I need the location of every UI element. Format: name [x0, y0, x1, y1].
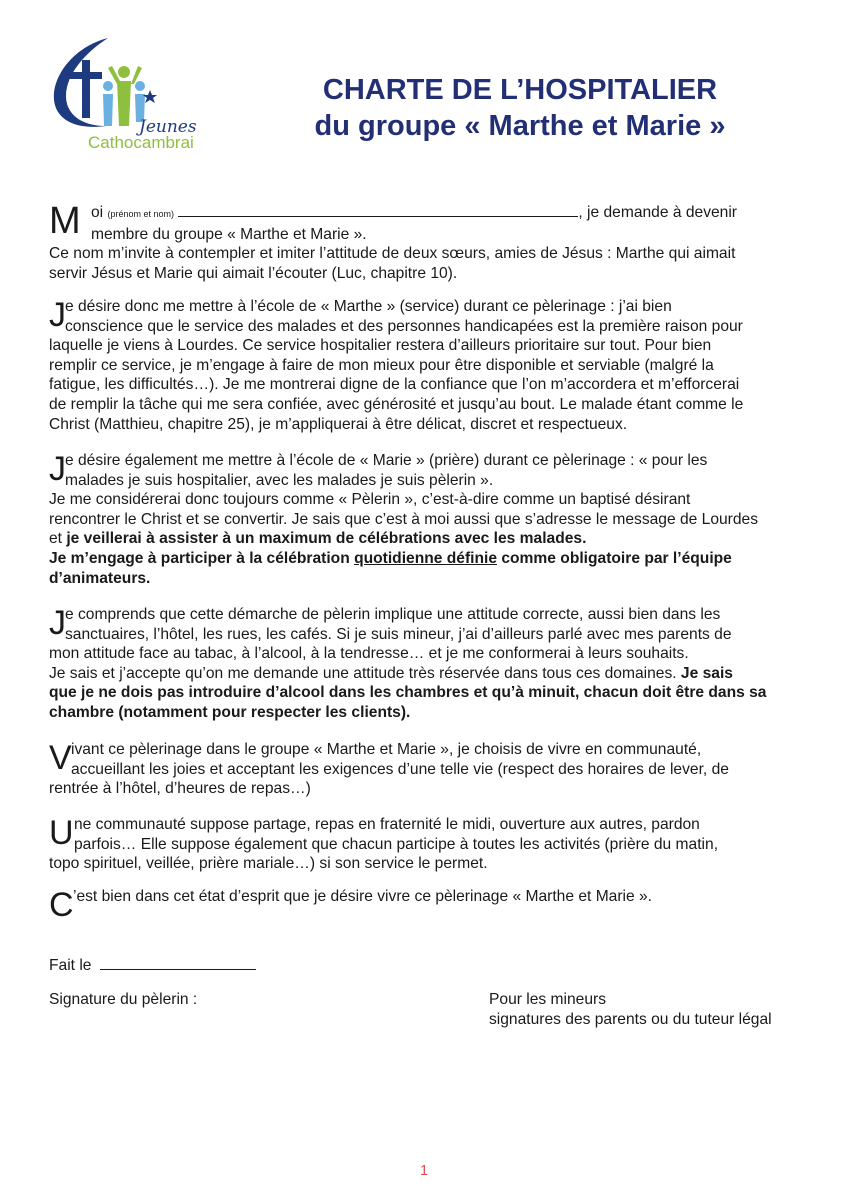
logo-word-cathocambrai: Cathocambrai [88, 133, 194, 152]
p4-line-4b: Je sais [680, 664, 733, 682]
p4-line-6: chambre (notamment pour respecter les clients). [49, 703, 411, 721]
p5-line-3: rentrée à l’hôtel, d’heures de repas…) [49, 780, 311, 798]
p2-line-5: fatigue, les difficultés…). Je me montrerai digne de la confiance que l’on m’accordera et m’efforcerai [49, 376, 740, 394]
p2-line-6: de remplir la tâche qui me sera confiée, avec générosité et jusqu’au bout. Le malade étant comme le [49, 395, 744, 413]
p3-line-6a: Je m’engage à participer à la célébration [49, 549, 355, 567]
dropcap-m: M [49, 200, 81, 242]
p6-line-3: topo spirituel, veillée, prière mariale…) si son service le permet. [49, 855, 488, 873]
p4-line-1: e comprends que cette démarche de pèlerin implique une attitude correcte, aussi bien dans les [65, 606, 721, 623]
paragraph-6 [49, 815, 809, 874]
name-field-blank [178, 203, 578, 217]
name-field-label: (prénom et nom) [107, 209, 175, 219]
p3-line-2: malades je suis hospitalier, avec les malades je suis pèlerin ». [65, 471, 494, 489]
p5-line-1: ivant ce pèlerinage dans le groupe « Marthe et Marie », je choisis de vivre en communauté, [71, 741, 702, 758]
title-line-1: CHARTE DE L’HOSPITALIER [322, 74, 718, 106]
date-field-blank [100, 956, 256, 970]
p2-line-4: remplir ce service, je m’engage à faire de mon mieux pour être disponible et serviable (malgré la [49, 356, 714, 374]
p3-line-4: rencontrer le Christ et se convertir. Je sais que c’est à moi aussi que s’adresse le message de Lourdes [49, 510, 758, 528]
p3-line-1: e désire également me mettre à l’école de « Marie » (prière) durant ce pèlerinage : « pour les [65, 452, 708, 469]
pilgrim-signature-label: Signature du pèlerin : [49, 991, 198, 1008]
logo [46, 34, 216, 154]
p3-line-3: Je me considérerai donc toujours comme « Pèlerin », c’est-à-dire comme un baptisé désirant [49, 491, 691, 509]
p4-line-4a: Je sais et j’accepte qu’on me demande une attitude très réservée dans tous ces domaines. [49, 664, 681, 682]
p4-line-2: sanctuaires, l’hôtel, les rues, les cafés. Si je suis mineur, j’ai d’ailleurs parlé avec mes parents de [65, 625, 732, 643]
p7-line-1: ’est bien dans cet état d’esprit que je désire vivre ce pèlerinage « Marthe et Marie ». [73, 888, 653, 905]
date-field [49, 956, 256, 976]
p1-line-1b: , je demande à devenir [578, 204, 737, 221]
p4-line-5: que je ne dois pas introduire d’alcool dans les chambres et qu’à minuit, chacun doit être dans sa [49, 684, 767, 702]
p6-line-1: ne communauté suppose partage, repas en fraternité le midi, ouverture aux autres, pardon [74, 816, 700, 833]
p3-line-5b: je veillerai à assister à un maximum de célébrations avec les malades. [66, 530, 587, 548]
p3-line-5a: et [49, 530, 67, 548]
paragraph-7 [49, 887, 809, 925]
p1-line-1a: oi [91, 204, 108, 221]
p2-line-3: laquelle je viens à Lourdes. Ce service hospitalier restera d’ailleurs prioritaire sur tout. Pour bien [49, 337, 712, 355]
paragraph-3 [49, 451, 809, 588]
title-line-2: du groupe « Marthe et Marie » [314, 110, 726, 142]
p5-line-2: accueillant les joies et acceptant les exigences d’une telle vie (respect des horaires de lever, de [71, 760, 729, 778]
dropcap-j: J [49, 604, 66, 642]
dropcap-u: U [49, 814, 74, 852]
minors-label: Pour les mineurs [489, 991, 606, 1008]
paragraph-1 [49, 200, 809, 283]
logo-word-jeunes: Jeunes [139, 117, 197, 137]
parents-signature-label: signatures des parents ou du tuteur légal [489, 1011, 772, 1028]
dropcap-c: C [49, 886, 74, 924]
page-number: 1 [419, 1162, 429, 1179]
paragraph-2 [49, 297, 809, 434]
dropcap-j: J [49, 296, 66, 334]
p1-line-2: membre du groupe « Marthe et Marie ». [91, 225, 367, 243]
p4-line-3: mon attitude face au tabac, à l’alcool, à la tendresse… et je me conformerai à leurs souhaits. [49, 645, 689, 663]
p1-line-4: servir Jésus et Marie qui aimait l’écouter (Luc, chapitre 10). [49, 264, 458, 282]
p2-line-2: conscience que le service des malades et des personnes handicapées est la première raison pour [65, 317, 743, 335]
p2-line-7: Christ (Matthieu, chapitre 25), je m’appliquerai à être délicat, discret et respectueux. [49, 415, 628, 433]
paragraph-4 [49, 605, 809, 723]
paragraph-5 [49, 740, 809, 799]
p3-line-6-underlined: quotidienne définie [354, 549, 498, 567]
dropcap-j: J [49, 450, 66, 488]
date-field-label: Fait le [49, 957, 92, 974]
p1-line-3: Ce nom m’invite à contempler et imiter l’attitude de deux sœurs, amies de Jésus : Marthe qui aimait [49, 245, 736, 263]
p2-line-1: e désire donc me mettre à l’école de « Marthe » (service) durant ce pèlerinage : j’ai bien [65, 298, 672, 315]
dropcap-v: V [49, 739, 72, 777]
p3-line-6b: comme obligatoire par l’équipe [497, 549, 732, 567]
p3-line-7: d’animateurs. [49, 569, 151, 587]
p6-line-2: parfois… Elle suppose également que chacun participe à toutes les activités (prière du matin, [74, 835, 719, 853]
